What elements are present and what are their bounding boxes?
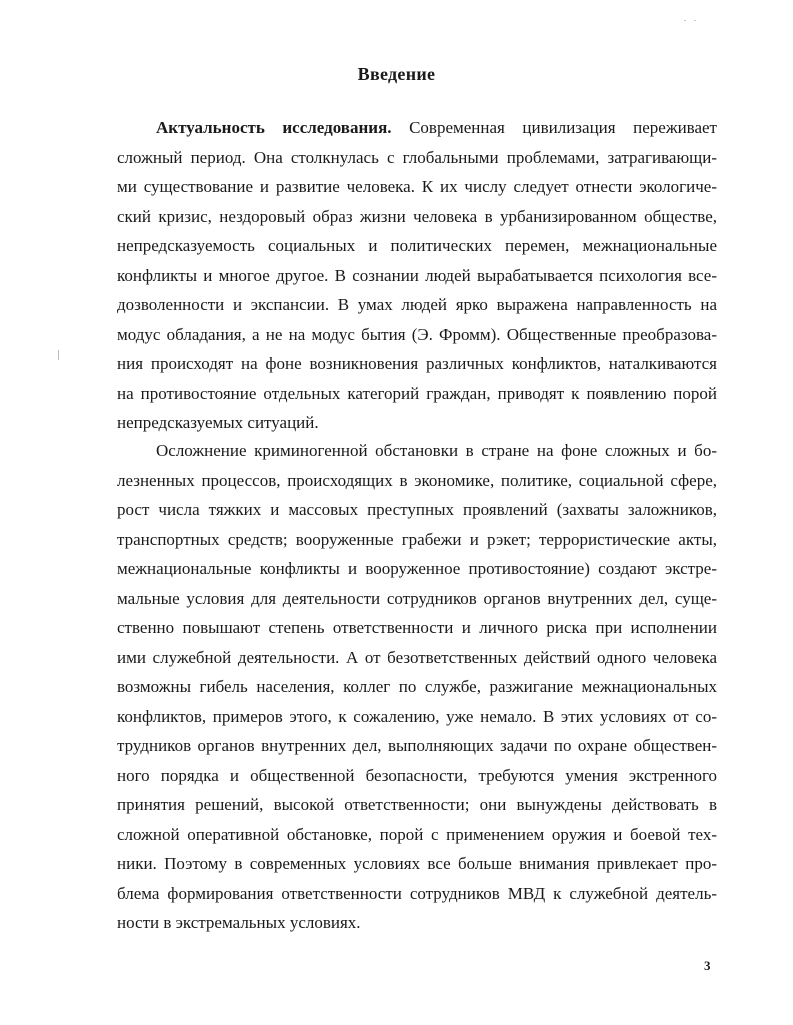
text-line [117,113,717,143]
text-line: ного порядка и общественной безопасности, требуются умения экстренного [117,765,717,785]
text-line: ники. Поэтому в современных условиях все больше внимания привлекает про- [117,854,717,873]
margin-mark [58,350,59,360]
text-line: ния происходят на фоне возникновения различных конфликтов, наталкиваются [117,354,717,373]
text-line: принятия решений, высокой ответственности; они вынуждены действовать в [117,795,717,814]
text-line-content: Современная цивилизация переживает [391,118,717,137]
text-line: непредсказуемых ситуаций. [117,413,319,432]
text-line: мальные условия для деятельности сотрудников органов внутренних дел, суще- [117,588,717,608]
text-line: сложной оперативной обстановке, порой с применением оружия и боевой тех- [117,824,717,844]
text-line: возможны гибель населения, коллег по службе, разжигание межнациональных [117,677,717,696]
text-line: лезненных процессов, происходящих в экономике, политике, социальной сфере, [117,470,717,490]
text-line: ими служебной деятельности. А от безответственных действий одного человека [117,647,717,667]
text-line: межнациональные конфликты и вооруженное противостояние) создают экстре- [117,559,717,578]
text-line: сложный период. Она столкнулась с глобальными проблемами, затрагивающи- [117,147,717,167]
text-line: дозволенности и экспансии. В умах людей ярко выражена направленность на [117,295,717,314]
text-line: блема формирования ответственности сотрудников МВД к служебной деятель- [117,883,717,903]
text-line: ский кризис, нездоровый образ жизни человека в урбанизированном обществе, [117,206,717,226]
paragraph-criminal-situation [117,436,717,938]
page-title: Введение [357,64,436,84]
lead-heading: Актуальность исследования. [156,118,392,137]
text-line: ности в экстремальных условиях. [117,913,361,932]
text-line: Осложнение криминогенной обстановки в стране на фоне сложных и бо- [156,441,717,460]
text-line: ственно повышают степень ответственности и личного риска при исполнении [117,618,717,637]
text-line: конфликты и многое другое. В сознании людей вырабатывается психология все- [117,265,717,285]
text-line: модус обладания, а не на модус бытия (Э. Фромм). Общественные преобразова- [117,324,717,344]
paragraph-relevance [117,113,717,438]
text-line: ми существование и развитие человека. К их числу следует отнести экологиче- [117,177,717,196]
text-line: на противостояние отдельных категорий граждан, приводят к появлению порой [117,383,717,403]
text-line: трудников органов внутренних дел, выполняющих задачи по охране обществен- [117,736,717,755]
text-line: транспортных средств; вооруженные грабежи и рэкет; террористические акты, [117,529,717,549]
scan-mark: . . [684,14,699,23]
text-line: непредсказуемость социальных и политических перемен, межнациональные [117,236,717,255]
text-line: рост числа тяжких и массовых преступных проявлений (захваты заложников, [117,500,717,519]
text-line: конфликтов, примеров этого, к сожалению, уже немало. В этих условиях от со- [117,706,717,726]
page-number: 3 [704,958,711,973]
